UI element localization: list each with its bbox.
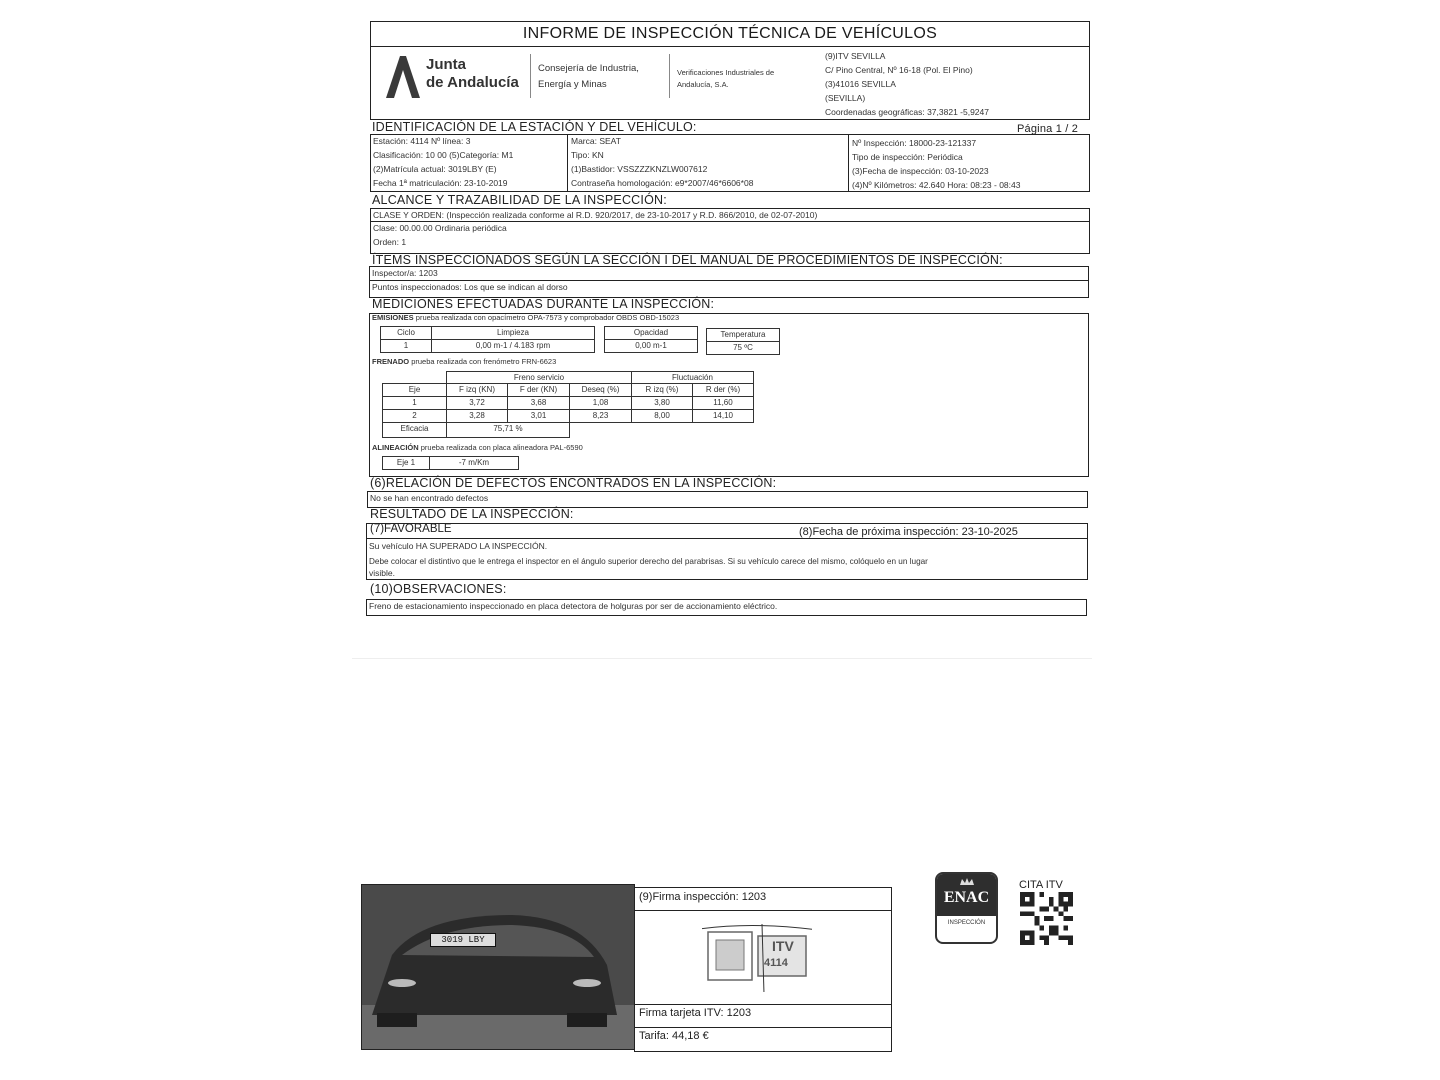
divider — [669, 54, 670, 98]
result-line: Debe colocar el distintivo que le entrega el inspector en el ángulo superior derecho del parabrisas. Si su vehículo carece del mismo, colóquelo en un lugar — [369, 557, 928, 566]
brake-cell: 3,80 — [631, 396, 693, 410]
align-value: -7 m/Km — [429, 456, 519, 470]
brake-header: F izq (KN) — [446, 383, 508, 397]
emissions-title — [372, 313, 679, 322]
veiasa-line1: Verificaciones Industriales de — [677, 68, 775, 77]
brake-header: Deseq (%) — [569, 383, 632, 397]
result-line: visible. — [369, 568, 395, 578]
license-plate: 3019 LBY — [430, 933, 496, 947]
consejeria-line2: Energía y Minas — [538, 79, 607, 90]
items-heading: ÍTEMS INSPECCIONADOS SEGÚN LA SECCIÓN I DEL MANUAL DE PROCEDIMIENTOS DE INSPECCIÓN: — [372, 253, 1003, 267]
identification-heading: IDENTIFICACIÓN DE LA ESTACIÓN Y DEL VEHÍCULO: — [372, 120, 697, 134]
items-line: Inspector/a: 1203 — [372, 268, 438, 278]
items-line: Puntos inspeccionados: Los que se indican al dorso — [372, 282, 568, 292]
station-line: (SEVILLA) — [825, 93, 866, 103]
id-line: Contraseña homologación: e9*2007/46*6606*08 — [571, 178, 754, 188]
brake-group-header: Freno servicio — [446, 371, 632, 384]
brake-cell: 3,01 — [507, 409, 570, 423]
emissions-value: 0,00 m-1 — [604, 339, 698, 353]
measurements-heading: MEDICIONES EFECTUADAS DURANTE LA INSPECCIÓN: — [372, 297, 715, 311]
vehicle-id-col3 — [852, 136, 1020, 192]
enac-label: ENAC — [943, 889, 990, 906]
enac-badge — [935, 872, 998, 944]
station-line: (9)ITV SEVILLA — [825, 51, 886, 61]
station-line: C/ Pino Central, Nº 16-18 (Pol. El Pino) — [825, 65, 973, 75]
result-line: Su vehículo HA SUPERADO LA INSPECCIÓN. — [369, 541, 548, 551]
station-line: Coordenadas geográficas: 37,3821 -5,9247 — [825, 107, 989, 117]
junta-line2: de Andalucía — [426, 74, 519, 91]
emissions-label: EMISIONES — [372, 313, 414, 322]
id-line: Clasificación: 10 00 (5)Categoría: M1 — [373, 150, 514, 160]
card-signature: Firma tarjeta ITV: 1203 — [639, 1007, 752, 1019]
stamp-icon — [702, 922, 812, 992]
id-line: Marca: SEAT — [571, 136, 621, 146]
page-number: Página 1 / 2 — [1017, 123, 1079, 135]
result-heading: RESULTADO DE LA INSPECCIÓN: — [370, 507, 574, 521]
brake-cell: 3,68 — [507, 396, 570, 410]
efficiency-value: 75,71 % — [446, 422, 570, 438]
defects-text: No se han encontrado defectos — [370, 493, 489, 503]
id-line: (1)Bastidor: VSSZZZKNZLW007612 — [571, 164, 708, 174]
brake-cell: 8,23 — [569, 409, 632, 423]
car-photo-icon — [362, 885, 635, 1050]
brake-title — [372, 357, 556, 366]
brake-header: R izq (%) — [631, 383, 693, 397]
vehicle-id-col1 — [373, 134, 513, 190]
next-inspection-date: (8)Fecha de próxima inspección: 23-10-2025 — [799, 526, 1018, 538]
divider — [635, 1027, 891, 1028]
emissions-value: 75 ºC — [706, 341, 780, 355]
defects-heading: (6)RELACIÓN DE DEFECTOS ENCONTRADOS EN LA INSPECCIÓN: — [370, 476, 777, 490]
divider — [635, 1004, 891, 1005]
align-text: prueba realizada con placa alineadora PAL-6590 — [420, 443, 583, 452]
brake-group-header: Fluctuación — [631, 371, 754, 384]
align-title — [372, 443, 583, 452]
divider — [848, 135, 849, 191]
vehicle-id-col2 — [571, 134, 753, 190]
brake-cell: 1,08 — [569, 396, 632, 410]
brake-cell: 11,60 — [692, 396, 754, 410]
emissions-header: Temperatura — [706, 328, 780, 342]
divider — [635, 910, 891, 911]
signature-label: (9)Firma inspección: 1203 — [639, 891, 767, 903]
station-info — [825, 49, 989, 119]
brake-cell: 14,10 — [692, 409, 754, 423]
brake-header: F der (KN) — [507, 383, 570, 397]
junta-logo — [382, 52, 527, 102]
observations-text: Freno de estacionamiento inspeccionado en placa detectora de holguras por ser de accionamiento eléctrico. — [369, 601, 778, 611]
id-line: (4)Nº Kilómetros: 42.640 Hora: 08:23 - 08:43 — [852, 180, 1021, 190]
consejeria-line1: Consejería de Industria, — [538, 63, 639, 74]
emissions-value: 0,00 m-1 / 4.183 rpm — [431, 339, 595, 353]
veiasa-line2: Andalucía, S.A. — [677, 80, 729, 89]
junta-logo-icon — [382, 54, 422, 100]
enac-sub: INSPECCIÓN — [947, 920, 986, 926]
id-line: Nº Inspección: 18000-23-121337 — [852, 138, 977, 148]
align-label: ALINEACIÓN — [372, 443, 419, 452]
cita-label: CITA ITV — [1019, 879, 1063, 891]
page-fold — [352, 658, 1092, 659]
scope-line: Orden: 1 — [373, 237, 407, 247]
divider — [567, 135, 568, 191]
observations-heading: (10)OBSERVACIONES: — [370, 582, 507, 596]
station-line: (3)41016 SEVILLA — [825, 79, 896, 89]
brake-header: R der (%) — [692, 383, 754, 397]
brake-cell: 3,72 — [446, 396, 508, 410]
emissions-header: Limpieza — [431, 326, 595, 340]
id-line: (3)Fecha de inspección: 03-10-2023 — [852, 166, 989, 176]
emissions-header: Opacidad — [604, 326, 698, 340]
id-line: Tipo: KN — [571, 150, 604, 160]
scope-line: CLASE Y ORDEN: (Inspección realizada conforme al R.D. 920/2017, de 23-10-2017 y R.D. 866/2010, de 02-07-2010) — [373, 210, 818, 220]
inspection-fee: Tarifa: 44,18 € — [639, 1030, 709, 1042]
emissions-text: prueba realizada con opacímetro OPA-7573 y comprobador OBDS OBD-15023 — [415, 313, 680, 322]
result-status: (7)FAVORABLE — [370, 523, 452, 535]
junta-line1: Junta — [426, 56, 467, 73]
brake-cell: 3,28 — [446, 409, 508, 423]
emissions-header: Ciclo — [380, 326, 432, 340]
scope-line: Clase: 00.00.00 Ordinaria periódica — [373, 223, 507, 233]
itv-stamp — [702, 922, 812, 992]
id-line: Estación: 4114 Nº línea: 3 — [373, 136, 471, 146]
stamp-text: ITV — [772, 938, 794, 954]
divider — [530, 54, 531, 98]
scope-heading: ALCANCE Y TRAZABILIDAD DE LA INSPECCIÓN: — [372, 193, 667, 207]
id-line: (2)Matrícula actual: 3019LBY (E) — [373, 164, 497, 174]
id-line: Tipo de inspección: Periódica — [852, 152, 963, 162]
vehicle-photo — [361, 884, 635, 1050]
brake-cell: 1 — [382, 396, 447, 410]
id-line: Fecha 1ª matriculación: 23-10-2019 — [373, 178, 508, 188]
qr-code-icon[interactable] — [1019, 892, 1074, 945]
efficiency-label: Eficacia — [382, 422, 447, 438]
brake-text: prueba realizada con frenómetro FRN-6623 — [411, 357, 557, 366]
stamp-number: 4114 — [764, 957, 788, 969]
report-title: INFORME DE INSPECCIÓN TÉCNICA DE VEHÍCULOS — [370, 21, 1090, 47]
align-axle: Eje 1 — [382, 456, 430, 470]
emissions-value: 1 — [380, 339, 432, 353]
crown-icon — [959, 878, 975, 886]
brake-label: FRENADO — [372, 357, 410, 366]
brake-cell: 2 — [382, 409, 447, 423]
brake-cell: 8,00 — [631, 409, 693, 423]
brake-header: Eje — [382, 383, 447, 397]
